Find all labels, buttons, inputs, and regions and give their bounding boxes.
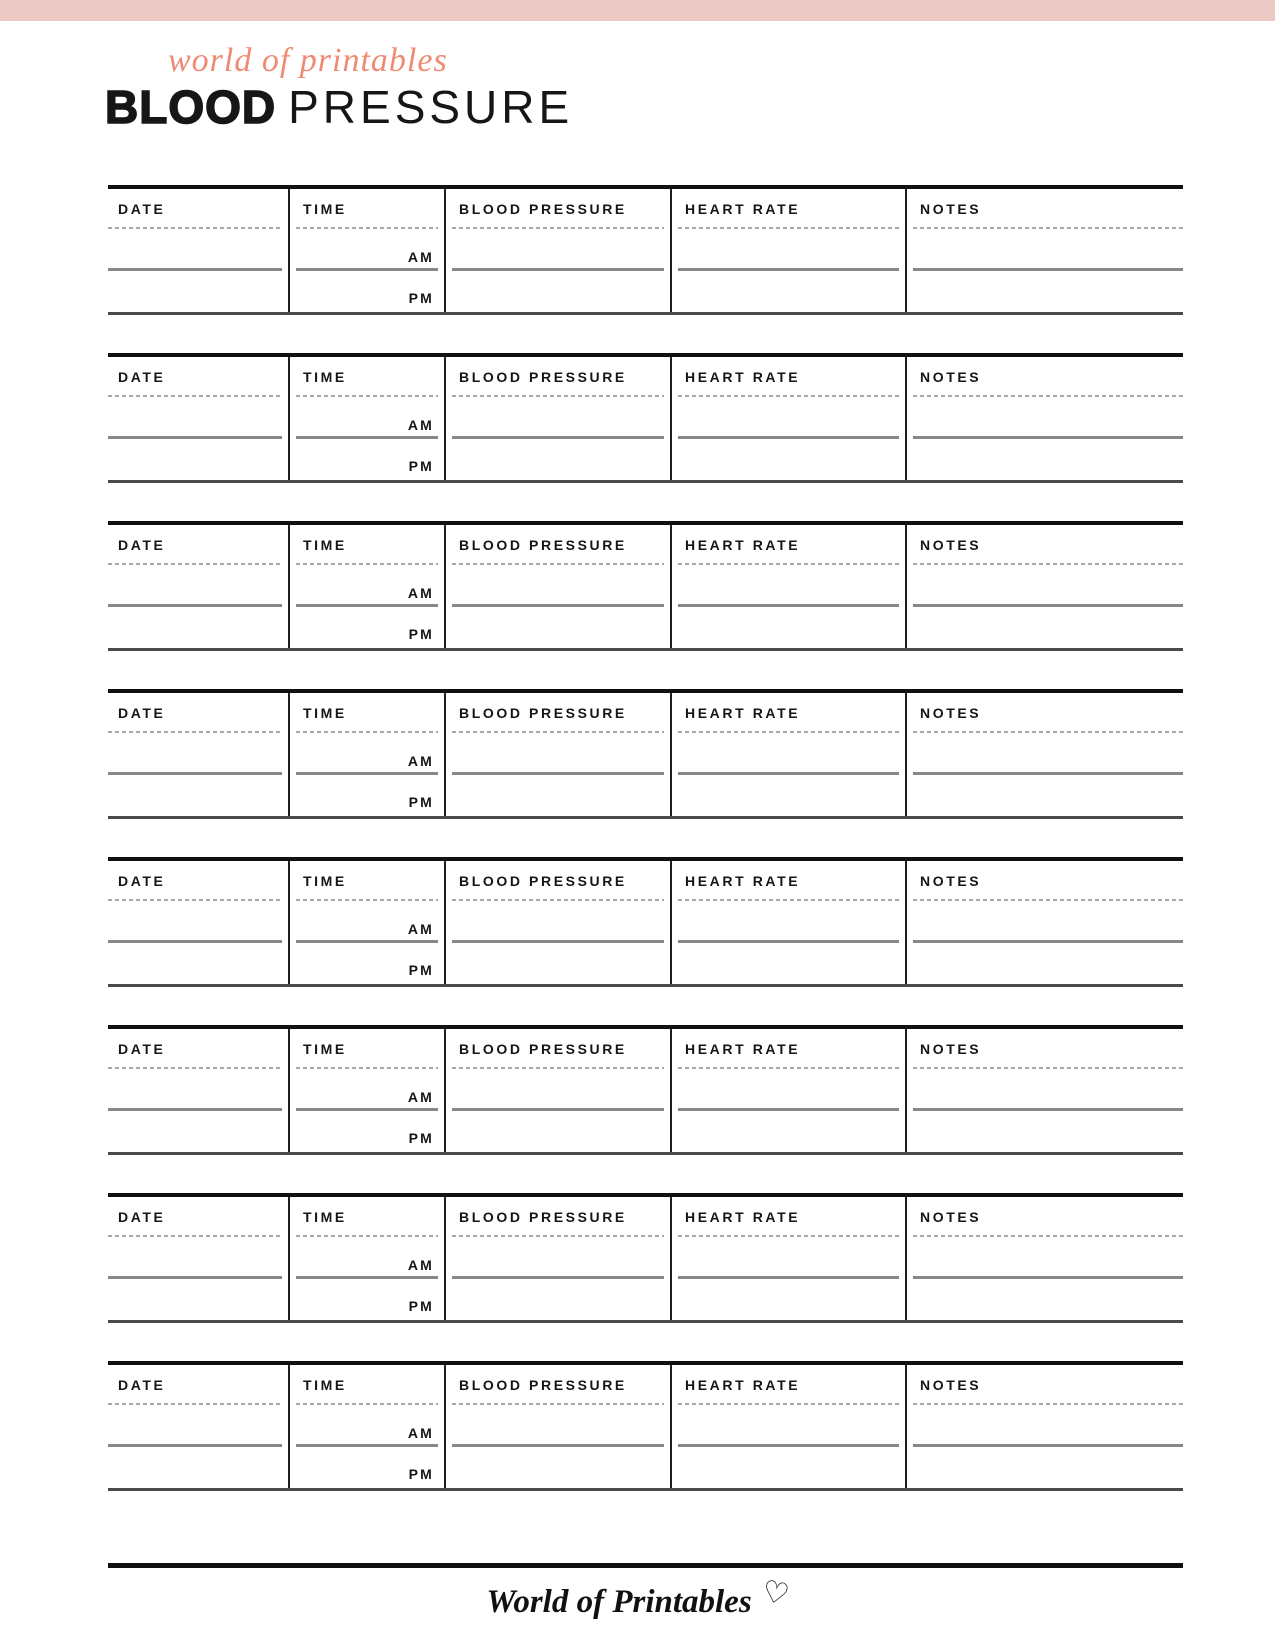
blood-pressure-am-cell [444, 900, 670, 943]
notes-am-cell [905, 228, 1183, 271]
blood-pressure-am-cell [444, 564, 670, 607]
pm-row [108, 271, 1183, 312]
notes-am-cell [905, 396, 1183, 439]
blood-pressure-header-cell [444, 189, 670, 228]
column-header-date: DATE [118, 704, 166, 721]
notes-header-cell [905, 861, 1183, 900]
date-am-cell [108, 1404, 288, 1447]
pm-row [108, 607, 1183, 648]
pm-row [108, 1447, 1183, 1488]
am-label: AM [407, 585, 434, 601]
am-row [108, 1236, 1183, 1279]
date-pm-cell [108, 439, 288, 480]
pm-label: PM [408, 458, 434, 474]
blood-pressure-am-cell [444, 1404, 670, 1447]
time-pm-cell [288, 1111, 444, 1152]
heart-rate-header-cell [670, 1365, 905, 1404]
column-header-time: TIME [303, 368, 347, 385]
heart-rate-am-cell [670, 228, 905, 271]
time-header-cell [288, 1365, 444, 1404]
date-am-cell [108, 1068, 288, 1111]
notes-am-cell [905, 1068, 1183, 1111]
blood-pressure-header-cell [444, 693, 670, 732]
date-header-cell [108, 525, 288, 564]
brand-logo-text: World of Printables [486, 1584, 752, 1620]
page-title-bold: BLOOD [105, 81, 277, 133]
time-header-cell [288, 189, 444, 228]
column-header-date: DATE [118, 1376, 166, 1393]
date-header-cell [108, 189, 288, 228]
time-am-cell [288, 900, 444, 943]
column-header-blood-pressure: BLOOD PRESSURE [459, 872, 627, 889]
notes-header-cell [905, 357, 1183, 396]
heart-rate-header-cell [670, 189, 905, 228]
column-header-blood-pressure: BLOOD PRESSURE [459, 536, 627, 553]
notes-pm-cell [905, 1447, 1183, 1488]
blood-pressure-pm-cell [444, 439, 670, 480]
bp-entry-block [108, 353, 1183, 483]
notes-header-cell [905, 189, 1183, 228]
heart-rate-am-cell [670, 564, 905, 607]
time-pm-cell [288, 1447, 444, 1488]
blood-pressure-header-cell [444, 861, 670, 900]
notes-pm-cell [905, 775, 1183, 816]
heart-icon: ♡ [758, 1574, 792, 1613]
column-header-row [108, 189, 1183, 228]
column-header-heart-rate: HEART RATE [685, 1040, 801, 1057]
time-pm-cell [288, 1279, 444, 1320]
date-pm-cell [108, 775, 288, 816]
time-am-cell [288, 396, 444, 439]
heart-rate-pm-cell [670, 1447, 905, 1488]
time-pm-cell [288, 775, 444, 816]
am-row [108, 1068, 1183, 1111]
heart-rate-am-cell [670, 900, 905, 943]
heart-rate-pm-cell [670, 1279, 905, 1320]
blood-pressure-pm-cell [444, 1279, 670, 1320]
pm-row [108, 775, 1183, 816]
column-header-row [108, 861, 1183, 900]
date-pm-cell [108, 1447, 288, 1488]
column-header-time: TIME [303, 1208, 347, 1225]
heart-rate-pm-cell [670, 607, 905, 648]
column-header-blood-pressure: BLOOD PRESSURE [459, 1376, 627, 1393]
am-row [108, 1404, 1183, 1447]
time-am-cell [288, 1068, 444, 1111]
page-title-light: PRESSURE [288, 81, 574, 133]
column-header-notes: NOTES [920, 1376, 982, 1393]
heart-rate-header-cell [670, 861, 905, 900]
column-header-heart-rate: HEART RATE [685, 200, 801, 217]
bp-entry-block [108, 1361, 1183, 1491]
time-pm-cell [288, 439, 444, 480]
blood-pressure-pm-cell [444, 1111, 670, 1152]
date-am-cell [108, 396, 288, 439]
blood-pressure-pm-cell [444, 607, 670, 648]
heart-rate-am-cell [670, 1404, 905, 1447]
pm-label: PM [408, 1298, 434, 1314]
heart-rate-pm-cell [670, 1111, 905, 1152]
notes-header-cell [905, 1365, 1183, 1404]
bp-entry-block [108, 185, 1183, 315]
time-header-cell [288, 525, 444, 564]
column-header-time: TIME [303, 536, 347, 553]
heart-rate-pm-cell [670, 439, 905, 480]
am-row [108, 732, 1183, 775]
heart-rate-am-cell [670, 732, 905, 775]
am-row [108, 228, 1183, 271]
column-header-row [108, 525, 1183, 564]
column-header-heart-rate: HEART RATE [685, 1208, 801, 1225]
notes-am-cell [905, 1404, 1183, 1447]
date-header-cell [108, 1029, 288, 1068]
date-am-cell [108, 228, 288, 271]
heart-rate-am-cell [670, 396, 905, 439]
notes-am-cell [905, 1236, 1183, 1279]
notes-pm-cell [905, 439, 1183, 480]
top-accent-band [0, 0, 1275, 21]
column-header-date: DATE [118, 368, 166, 385]
date-pm-cell [108, 271, 288, 312]
brand-logo [0, 1574, 1275, 1621]
blood-pressure-header-cell [444, 357, 670, 396]
pm-row [108, 943, 1183, 984]
column-header-date: DATE [118, 200, 166, 217]
notes-pm-cell [905, 1111, 1183, 1152]
notes-am-cell [905, 564, 1183, 607]
am-label: AM [407, 249, 434, 265]
date-header-cell [108, 1197, 288, 1236]
pm-label: PM [408, 626, 434, 642]
time-pm-cell [288, 271, 444, 312]
column-header-heart-rate: HEART RATE [685, 368, 801, 385]
column-header-blood-pressure: BLOOD PRESSURE [459, 368, 627, 385]
date-pm-cell [108, 943, 288, 984]
column-header-row [108, 357, 1183, 396]
notes-pm-cell [905, 271, 1183, 312]
column-header-heart-rate: HEART RATE [685, 1376, 801, 1393]
column-header-notes: NOTES [920, 872, 982, 889]
time-pm-cell [288, 607, 444, 648]
am-label: AM [407, 417, 434, 433]
time-header-cell [288, 1197, 444, 1236]
column-header-row [108, 1029, 1183, 1068]
heart-rate-pm-cell [670, 271, 905, 312]
notes-header-cell [905, 525, 1183, 564]
heart-rate-header-cell [670, 357, 905, 396]
notes-am-cell [905, 900, 1183, 943]
column-header-blood-pressure: BLOOD PRESSURE [459, 200, 627, 217]
blood-pressure-am-cell [444, 228, 670, 271]
notes-pm-cell [905, 943, 1183, 984]
column-header-time: TIME [303, 1376, 347, 1393]
page-title [105, 81, 574, 133]
tracker-blocks [108, 185, 1183, 1529]
blood-pressure-pm-cell [444, 271, 670, 312]
column-header-notes: NOTES [920, 368, 982, 385]
time-pm-cell [288, 943, 444, 984]
pm-label: PM [408, 962, 434, 978]
pm-row [108, 439, 1183, 480]
column-header-date: DATE [118, 1208, 166, 1225]
footer-rule [108, 1563, 1183, 1568]
time-header-cell [288, 357, 444, 396]
heart-rate-am-cell [670, 1236, 905, 1279]
blood-pressure-am-cell [444, 1068, 670, 1111]
date-pm-cell [108, 607, 288, 648]
blood-pressure-header-cell [444, 1365, 670, 1404]
heart-rate-header-cell [670, 525, 905, 564]
column-header-date: DATE [118, 536, 166, 553]
heart-rate-header-cell [670, 693, 905, 732]
column-header-time: TIME [303, 872, 347, 889]
am-row [108, 900, 1183, 943]
notes-pm-cell [905, 607, 1183, 648]
am-row [108, 396, 1183, 439]
am-label: AM [407, 1425, 434, 1441]
time-am-cell [288, 1404, 444, 1447]
am-row [108, 564, 1183, 607]
pm-row [108, 1279, 1183, 1320]
date-am-cell [108, 900, 288, 943]
time-header-cell [288, 693, 444, 732]
date-am-cell [108, 1236, 288, 1279]
blood-pressure-am-cell [444, 732, 670, 775]
date-am-cell [108, 732, 288, 775]
date-pm-cell [108, 1279, 288, 1320]
notes-header-cell [905, 1029, 1183, 1068]
pm-label: PM [408, 290, 434, 306]
time-am-cell [288, 732, 444, 775]
column-header-row [108, 1197, 1183, 1236]
column-header-heart-rate: HEART RATE [685, 872, 801, 889]
bp-entry-block [108, 689, 1183, 819]
blood-pressure-header-cell [444, 1029, 670, 1068]
column-header-blood-pressure: BLOOD PRESSURE [459, 1208, 627, 1225]
blood-pressure-pm-cell [444, 1447, 670, 1488]
time-header-cell [288, 861, 444, 900]
heart-rate-header-cell [670, 1197, 905, 1236]
date-am-cell [108, 564, 288, 607]
time-am-cell [288, 1236, 444, 1279]
heart-rate-am-cell [670, 1068, 905, 1111]
column-header-date: DATE [118, 872, 166, 889]
notes-header-cell [905, 693, 1183, 732]
am-label: AM [407, 1089, 434, 1105]
notes-pm-cell [905, 1279, 1183, 1320]
column-header-row [108, 693, 1183, 732]
date-header-cell [108, 1365, 288, 1404]
date-pm-cell [108, 1111, 288, 1152]
notes-header-cell [905, 1197, 1183, 1236]
pm-label: PM [408, 1130, 434, 1146]
bp-entry-block [108, 1193, 1183, 1323]
bp-entry-block [108, 521, 1183, 651]
column-header-time: TIME [303, 704, 347, 721]
heart-rate-pm-cell [670, 775, 905, 816]
column-header-time: TIME [303, 1040, 347, 1057]
column-header-notes: NOTES [920, 200, 982, 217]
pm-label: PM [408, 794, 434, 810]
am-label: AM [407, 753, 434, 769]
blood-pressure-pm-cell [444, 943, 670, 984]
column-header-date: DATE [118, 1040, 166, 1057]
column-header-blood-pressure: BLOOD PRESSURE [459, 704, 627, 721]
column-header-notes: NOTES [920, 1208, 982, 1225]
time-am-cell [288, 228, 444, 271]
column-header-blood-pressure: BLOOD PRESSURE [459, 1040, 627, 1057]
column-header-heart-rate: HEART RATE [685, 536, 801, 553]
pm-label: PM [408, 1466, 434, 1482]
notes-am-cell [905, 732, 1183, 775]
brand-script: world of printables [168, 42, 448, 79]
bp-entry-block [108, 857, 1183, 987]
time-am-cell [288, 564, 444, 607]
column-header-row [108, 1365, 1183, 1404]
blood-pressure-header-cell [444, 525, 670, 564]
column-header-notes: NOTES [920, 1040, 982, 1057]
date-header-cell [108, 357, 288, 396]
column-header-heart-rate: HEART RATE [685, 704, 801, 721]
date-header-cell [108, 861, 288, 900]
blood-pressure-pm-cell [444, 775, 670, 816]
heart-rate-header-cell [670, 1029, 905, 1068]
column-header-time: TIME [303, 200, 347, 217]
date-header-cell [108, 693, 288, 732]
pm-row [108, 1111, 1183, 1152]
am-label: AM [407, 921, 434, 937]
time-header-cell [288, 1029, 444, 1068]
bp-entry-block [108, 1025, 1183, 1155]
am-label: AM [407, 1257, 434, 1273]
blood-pressure-am-cell [444, 396, 670, 439]
heart-rate-pm-cell [670, 943, 905, 984]
column-header-notes: NOTES [920, 704, 982, 721]
blood-pressure-header-cell [444, 1197, 670, 1236]
column-header-notes: NOTES [920, 536, 982, 553]
blood-pressure-am-cell [444, 1236, 670, 1279]
